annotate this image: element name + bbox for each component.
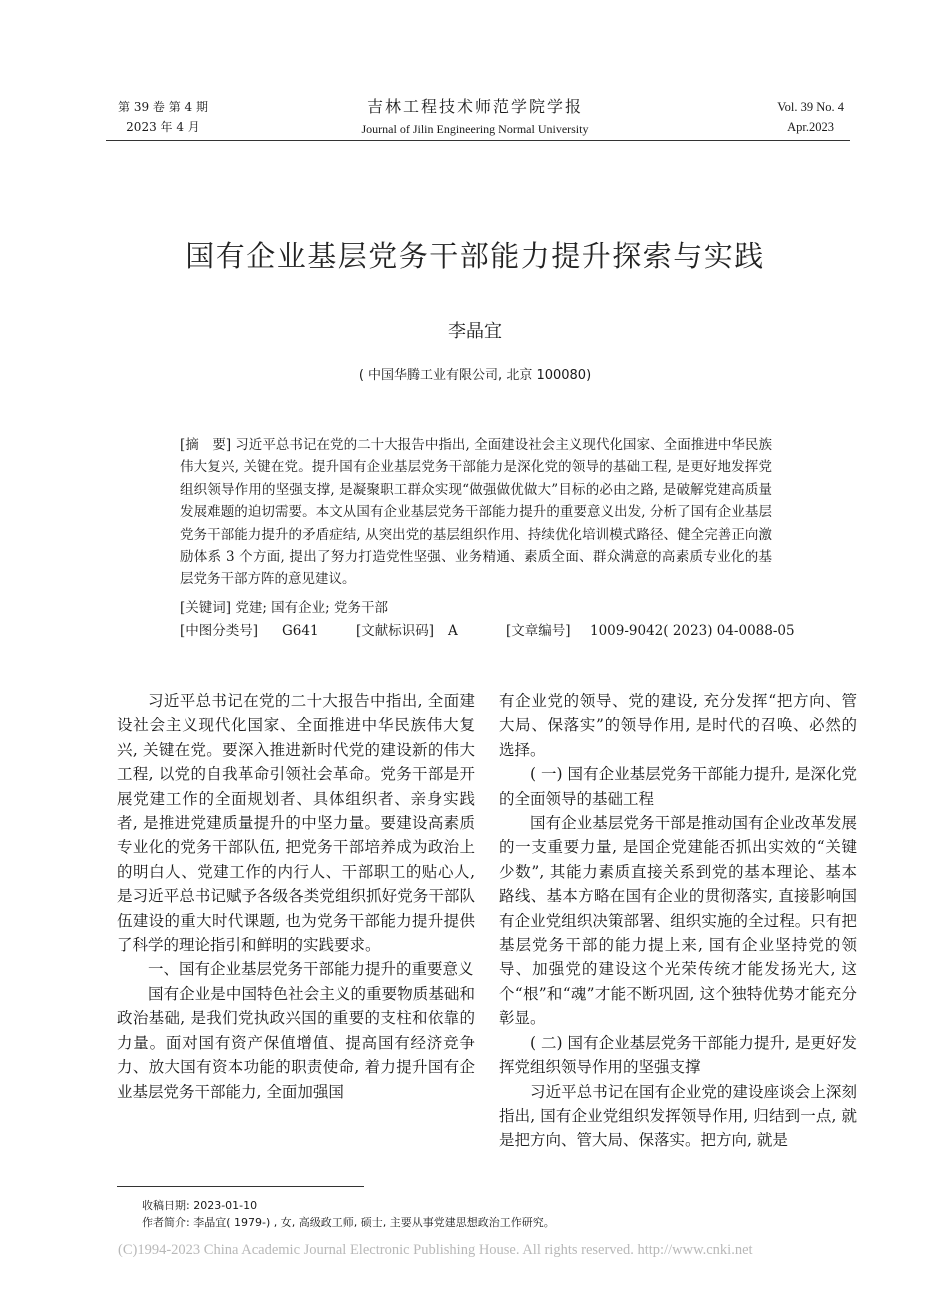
paragraph: 习近平总书记在国有企业党的建设座谈会上深刻指出, 国有企业党组织发挥领导作用, 归结到一点, 就是把方向、管大局、保落实。把方向, 就是: [499, 1082, 857, 1150]
body-column-left: [117, 689, 475, 1104]
author-affiliation: ( 中国华腾工业有限公司, 北京 100080): [358, 368, 592, 383]
header-divider: [106, 140, 850, 141]
volume-cn: 第 39 卷 第 4 期: [118, 100, 208, 114]
keywords: [180, 597, 388, 619]
subsection-heading: ( 二) 国有企业基层党务干部能力提升, 是更好发挥党组织领导作用的坚强支撑: [499, 1033, 857, 1077]
author-bio: 作者简介: 李晶宜( 1979-) , 女, 高级政工师, 硕士, 主要从事党建思想政治工作研究。: [142, 1216, 555, 1229]
clc-label: [中图分类号]: [180, 623, 259, 639]
body-column-right: [499, 689, 857, 1153]
article-author: 李晶宜: [448, 321, 502, 342]
paragraph: 有企业党的领导、党的建设, 充分发挥“把方向、管大局、保落实”的领导作用, 是时代的召唤、必然的选择。: [499, 692, 857, 759]
doc-code-value: A: [448, 623, 458, 639]
footnote-divider: [117, 1186, 364, 1187]
keywords-label: [关键词]: [180, 600, 232, 616]
paragraph: 习近平总书记在党的二十大报告中指出, 全面建设社会主义现代化国家、全面推进中华民族伟大复兴, 关键在党。要深入推进新时代党的建设新的伟大工程, 以党的自我革命引领社会革命。党务干部是开展党建工作的全面规划者、具体组织者、亲身实践者, 是推进党建质量提升的中坚力量。要建设高素质专业化的党务干部队伍, 把党务干部培养成为政治上的明白人、党建工作的内行人、干部职工的贴心人, 是习近平总书记赋予各级各类党组织抓好党务干部队伍建设的重大时代课题, 也为党务干部能力提升提供了科学的理论指引和鲜明的实践要求。: [117, 692, 475, 955]
header-issue-cn: [118, 97, 208, 137]
journal-title: [300, 96, 650, 138]
copyright-notice: (C)1994-2023 China Academic Journal Electronic Publishing House. All rights reserved. http://www.cnki.net: [118, 1242, 753, 1258]
header-issue-en: [777, 97, 844, 137]
abstract-text: 习近平总书记在党的二十大报告中指出, 全面建设社会主义现代化国家、全面推进中华民族伟大复兴, 关键在党。提升国有企业基层党务干部能力是深化党的领导的基础工程, 是更好地发挥党组织领导作用的坚强支撑, 是凝聚职工群众实现“做强做优做大”目标的必由之路, 是破解党建高质量发展难题的迫切需要。本文从国有企业基层党务干部能力提升的重要意义出发, 分析了国有企业基层党务干部能力提升的矛盾症结, 从突出党的基层组织作用、持续优化培训模式路径、健全完善正向激励体系 3 个方面, 提出了努力打造党性坚强、业务精通、素质全面、群众满意的高素质专业化的基层党务干部方阵的意见建议。: [180, 437, 772, 588]
journal-name-en: Journal of Jilin Engineering Normal University: [361, 122, 589, 136]
footnote: [142, 1197, 555, 1231]
clc-value: G641: [282, 623, 319, 639]
article-no-value: 1009-9042( 2023) 04-0088-05: [590, 623, 795, 639]
date-cn: 2023 年 4 月: [126, 120, 200, 134]
doc-code-label: [文献标识码]: [356, 623, 435, 639]
keywords-text: 党建; 国有企业; 党务干部: [235, 600, 389, 616]
article-title: 国有企业基层党务干部能力提升探索与实践: [185, 239, 765, 273]
volume-en: Vol. 39 No. 4: [777, 100, 844, 114]
paragraph: 国有企业是中国特色社会主义的重要物质基础和政治基础, 是我们党执政兴国的重要的支柱和依靠的力量。面对国有资产保值增值、提高国有经济竞争力、放大国有资本功能的职责使命, 着力提升国有企业基层党务干部能力, 全面加强国: [117, 984, 475, 1101]
abstract: [180, 434, 772, 591]
paragraph: 国有企业基层党务干部是推动国有企业改革发展的一支重要力量, 是国企党建能否抓出实效的“关键少数”, 其能力素质直接关系到党的基本理论、基本路线、基本方略在国有企业的贯彻落实, 直接影响国有企业党组织决策部署、组织实施的全过程。只有把基层党务干部的能力提上来, 国有企业坚持党的领导、加强党的建设这个光荣传统才能发扬光大, 这个“根”和“魂”才能不断巩固, 这个独特优势才能充分彰显。: [499, 814, 857, 1028]
received-date: 收稿日期: 2023-01-10: [142, 1199, 258, 1212]
section-heading: 一、国有企业基层党务干部能力提升的重要意义: [148, 960, 474, 979]
article-no-label: [文章编号]: [506, 623, 571, 639]
abstract-label: [摘 要]: [180, 437, 232, 453]
journal-name-cn: 吉林工程技术师范学院学报: [366, 97, 583, 116]
date-en: Apr.2023: [787, 120, 835, 134]
subsection-heading: ( 一) 国有企业基层党务干部能力提升, 是深化党的全面领导的基础工程: [499, 765, 857, 808]
